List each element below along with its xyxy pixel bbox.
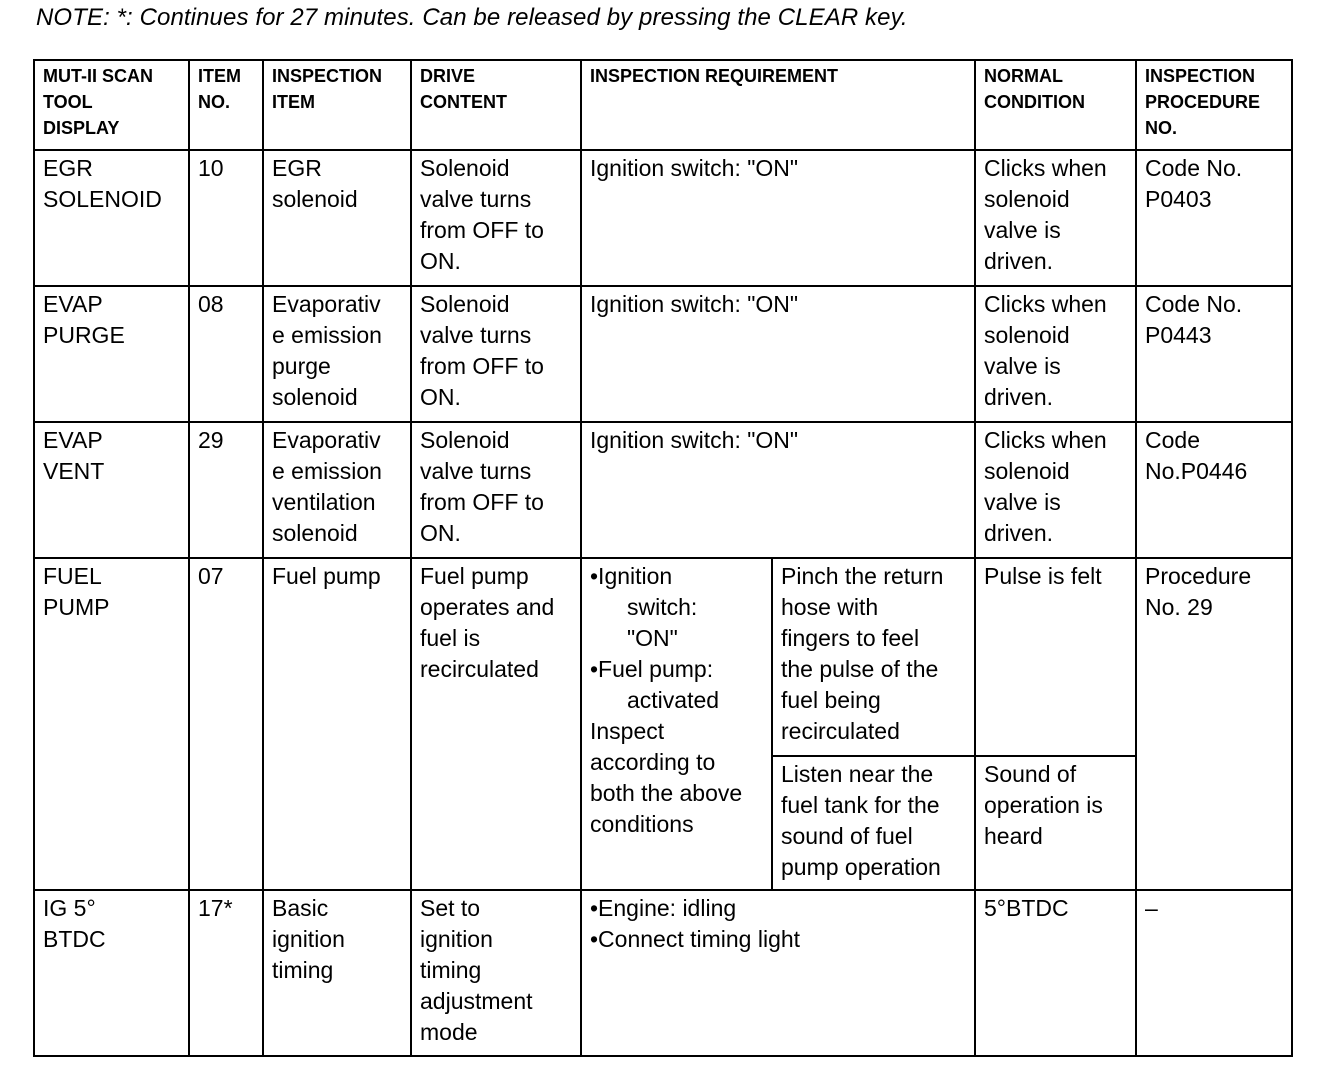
cell-item-no: 07 <box>189 558 263 890</box>
cell-normal-condition: Clicks when solenoid valve is driven. <box>975 286 1136 422</box>
header-display: MUT-II SCAN TOOL DISPLAY <box>34 60 189 150</box>
cell-requirement: Ignition switch: "ON" <box>581 150 975 286</box>
cell-method-pinch: Pinch the return hose with fingers to feel the pulse of the fuel being recirculated <box>772 558 975 756</box>
header-inspection-item: INSPECTION ITEM <box>263 60 411 150</box>
table-row-evap-purge <box>34 286 1292 422</box>
cell-procedure: Code No. P0403 <box>1136 150 1292 286</box>
cell-drive-content: Solenoid valve turns from OFF to ON. <box>411 286 581 422</box>
condition-ignition-cont: switch: <box>627 594 698 620</box>
cell-procedure: Code No.P0446 <box>1136 422 1292 558</box>
cell-inspection-item: Fuel pump <box>263 558 411 890</box>
note-text: NOTE: *: Continues for 27 minutes. Can be released by pressing the CLEAR key. <box>36 4 908 31</box>
cell-drive-content: Solenoid valve turns from OFF to ON. <box>411 150 581 286</box>
cell-normal-condition: 5°BTDC <box>975 890 1136 1056</box>
header-row <box>34 60 1292 150</box>
cell-drive-content: Solenoid valve turns from OFF to ON. <box>411 422 581 558</box>
cell-normal-pinch: Pulse is felt <box>975 558 1136 756</box>
inspect-note: Inspect according to both the above conditions <box>590 718 743 837</box>
cell-normal-condition: Clicks when solenoid valve is driven. <box>975 150 1136 286</box>
cell-normal-listen: Sound of operation is heard <box>975 756 1136 890</box>
cell-procedure: Procedure No. 29 <box>1136 558 1292 890</box>
condition-fuel-pump: •Fuel pump: <box>590 656 714 682</box>
cell-item-no: 08 <box>189 286 263 422</box>
cell-inspection-item: Basic ignition timing <box>263 890 411 1056</box>
cell-requirement <box>581 890 975 1056</box>
table-row-ig <box>34 890 1292 1056</box>
header-drive-content: DRIVE CONTENT <box>411 60 581 150</box>
cell-item-no: 17* <box>189 890 263 1056</box>
cell-conditions <box>581 558 772 890</box>
cell-inspection-item: Evaporativ e emission purge solenoid <box>263 286 411 422</box>
cell-display: EVAP VENT <box>34 422 189 558</box>
cell-procedure: – <box>1136 890 1292 1056</box>
condition-fuel-pump-value: activated <box>627 687 720 713</box>
header-inspection-requirement: INSPECTION REQUIREMENT <box>581 60 975 150</box>
table-row-egr <box>34 150 1292 286</box>
cell-inspection-item: Evaporativ e emission ventilation solenoid <box>263 422 411 558</box>
cell-normal-condition: Clicks when solenoid valve is driven. <box>975 422 1136 558</box>
cell-item-no: 10 <box>189 150 263 286</box>
cell-item-no: 29 <box>189 422 263 558</box>
requirement-engine: •Engine: idling <box>590 895 737 921</box>
cell-drive-content: Set to ignition timing adjustment mode <box>411 890 581 1056</box>
cell-procedure: Code No. P0443 <box>1136 286 1292 422</box>
cell-drive-content: Fuel pump operates and fuel is recirculated <box>411 558 581 890</box>
cell-display: FUEL PUMP <box>34 558 189 890</box>
condition-ignition-value: "ON" <box>627 625 678 651</box>
cell-requirement: Ignition switch: "ON" <box>581 422 975 558</box>
cell-method-listen: Listen near the fuel tank for the sound of fuel pump operation <box>772 756 975 890</box>
cell-display: EGR SOLENOID <box>34 150 189 286</box>
table-row-fuel-pump <box>34 558 1292 756</box>
inspection-table <box>33 59 1293 1057</box>
header-procedure-no: INSPECTION PROCEDURE NO. <box>1136 60 1292 150</box>
cell-display: IG 5° BTDC <box>34 890 189 1056</box>
cell-requirement: Ignition switch: "ON" <box>581 286 975 422</box>
condition-ignition: •Ignition <box>590 563 673 589</box>
cell-display: EVAP PURGE <box>34 286 189 422</box>
cell-inspection-item: EGR solenoid <box>263 150 411 286</box>
header-item-no: ITEM NO. <box>189 60 263 150</box>
table-row-evap-vent <box>34 422 1292 558</box>
requirement-timing-light: •Connect timing light <box>590 926 801 952</box>
header-normal-condition: NORMAL CONDITION <box>975 60 1136 150</box>
